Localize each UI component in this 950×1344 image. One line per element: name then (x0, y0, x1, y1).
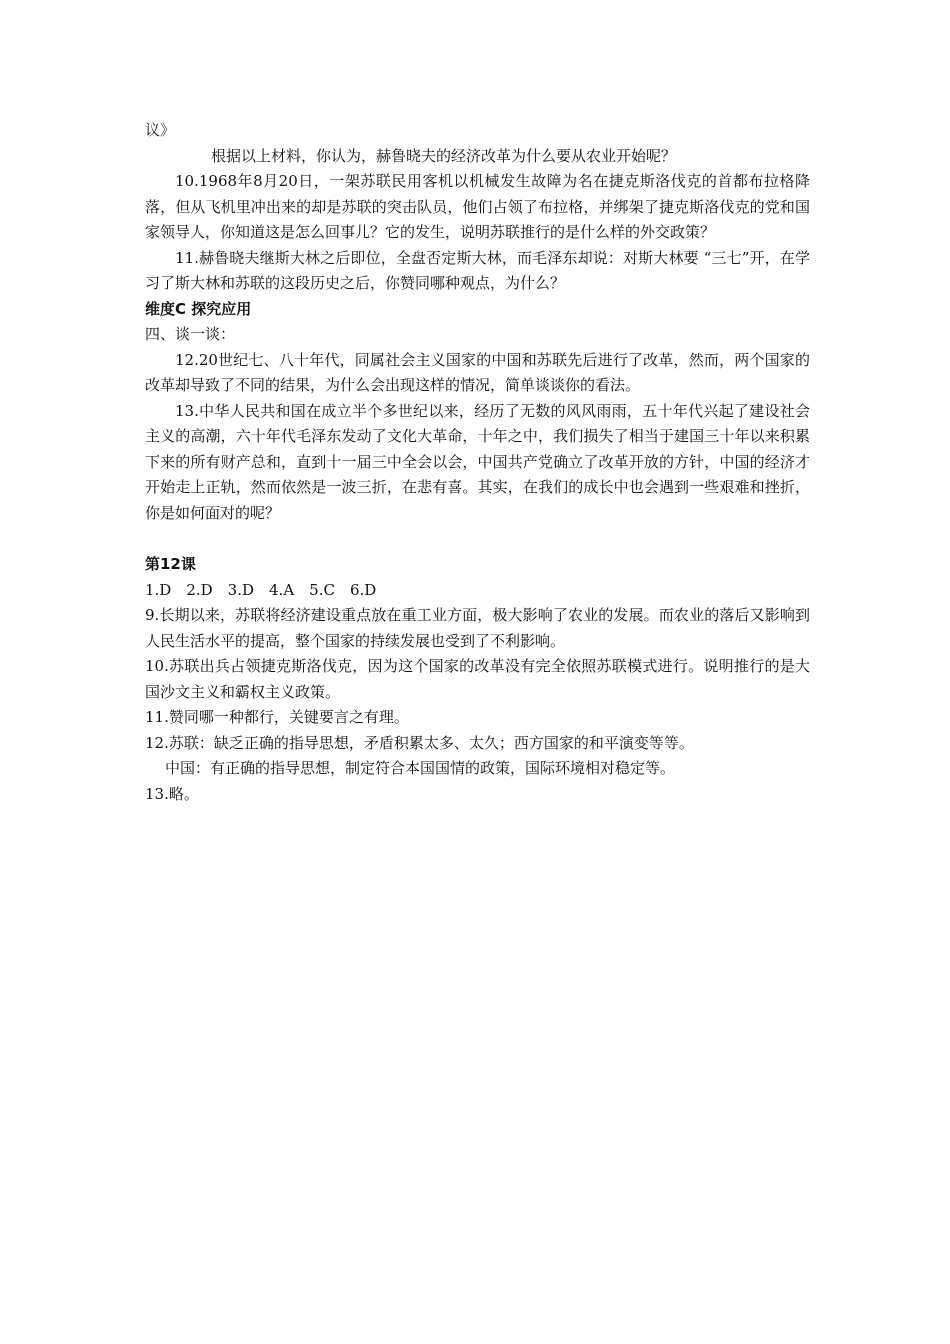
answer-10: 10.苏联出兵占领捷克斯洛伐克，因为这个国家的改革没有完全依照苏联模式进行。说明推行的是大国沙文主义和霸权主义政策。 (145, 657, 810, 701)
answer-11: 11.赞同哪一种都行，关键要言之有理。 (145, 708, 409, 726)
question-13: 13.中华人民共和国在成立半个多世纪以来，经历了无数的风风雨雨，五十年代兴起了建设社会主义的高潮，六十年代毛泽东发动了文化大革命，十年之中，我们损失了相当于建国三十年以来积累下来的所有财产总和，直到十一届三中全会以会，中国共产党确立了改革开放的方针，中国的经济才开始走上正轨，然而依然是一波三折，在悲有喜。其实，在我们的成长中也会遇到一些艰难和挫折，你是如何面对的呢？ (145, 401, 810, 522)
answers-heading: 第12课 (145, 555, 196, 573)
section-label-four: 四、谈一谈： (145, 325, 236, 343)
question-10: 10.1968年8月20日，一架苏联民用客机以机械发生故障为名在捷克斯洛伐克的首都布拉格降落，但从飞机里冲出来的却是苏联的突击队员，他们占领了布拉格，并绑架了捷克斯洛伐克的党和国家领导人，你知道这是怎么回事儿？它的发生，说明苏联推行的是什么样的外交政策？ (145, 172, 810, 241)
spacer (145, 526, 810, 552)
section-heading-c: 维度C 探究应用 (145, 299, 252, 318)
question-after-material: 根据以上材料，你认为，赫鲁晓夫的经济改革为什么要从农业开始呢？ (211, 146, 677, 165)
choice-answers: 1.D 2.D 3.D 4.A 5.C 6.D (145, 580, 377, 599)
answer-12-china: 中国：有正确的指导思想，制定符合本国国情的政策，国际环境相对稳定等。 (165, 759, 676, 777)
question-12: 12.20世纪七、八十年代，同属社会主义国家的中国和苏联先后进行了改革，然而，两个国家的改革却导致了不同的结果，为什么会出现这样的情况，简单谈谈你的看法。 (145, 350, 810, 394)
answer-9: 9.长期以来，苏联将经济建设重点放在重工业方面，极大影响了农业的发展。而农业的落后又影响到人民生活水平的提高，整个国家的持续发展也受到了不利影响。 (145, 606, 810, 650)
question-11: 11.赫鲁晓夫继斯大林之后即位，全盘否定斯大林，而毛泽东却说：对斯大林要 “三七”开，在学习了斯大林和苏联的这段历史之后，你赞同哪种观点，为什么？ (145, 248, 810, 292)
document-page (145, 118, 810, 807)
fragment-end: 议》 (145, 121, 176, 139)
answer-12-ussr: 12.苏联：缺乏正确的指导思想，矛盾积累太多、太久；西方国家的和平演变等等。 (145, 733, 694, 752)
answer-13: 13.略。 (145, 784, 199, 803)
